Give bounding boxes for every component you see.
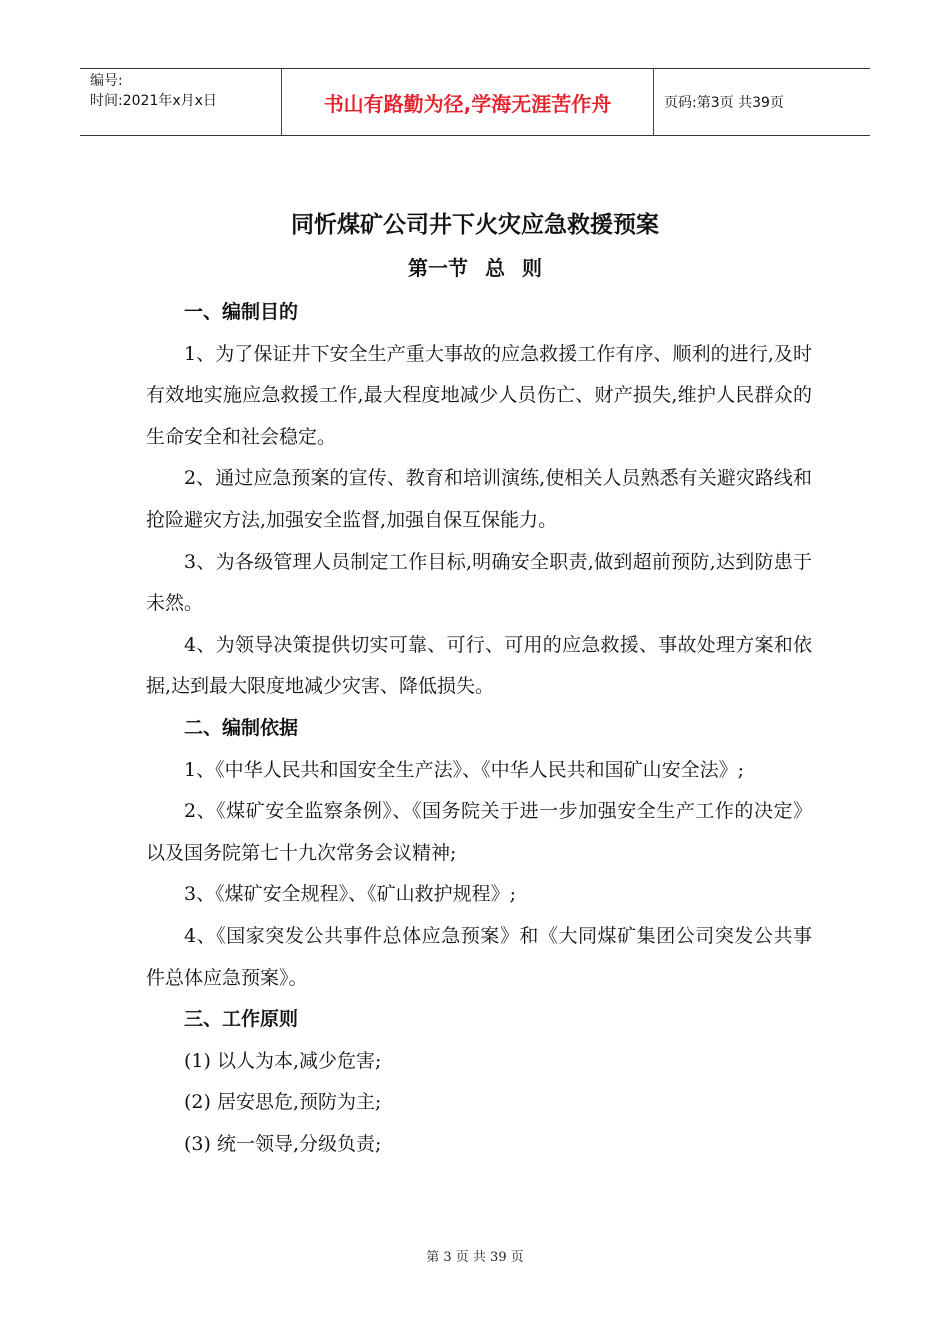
body-paragraph: 1、《中华人民共和国安全生产法》、《中华人民共和国矿山安全法》;	[184, 758, 744, 781]
page-footer: 第 3 页 共 39 页	[426, 1250, 524, 1265]
body-paragraph: 3、《煤矿安全规程》、《矿山救护规程》;	[184, 883, 516, 906]
body-paragraph: 4、为领导决策提供切实可靠、可行、可用的应急救援、事故处理方案和依据,达到最大限度地减少灾害、降低损失。	[146, 633, 812, 698]
header-meta	[80, 69, 282, 135]
document-time-label: 时间:2021年x月x日	[90, 93, 217, 109]
header-motto: 书山有路勤为径,学海无涯苦作舟	[282, 69, 654, 135]
header-page-info: 页码:第3页 共39页	[664, 95, 784, 111]
document-body	[146, 292, 812, 1165]
body-paragraph: 1、为了保证井下安全生产重大事故的应急救援工作有序、顺利的进行,及时有效地实施应急救援工作,最大程度地减少人员伤亡、财产损失,维护人民群众的生命安全和社会稳定。	[146, 342, 812, 448]
body-paragraph: (1) 以人为本,减少危害;	[184, 1049, 382, 1072]
body-paragraph: (3) 统一领导,分级负责;	[184, 1132, 382, 1155]
subsection-heading: 一、编制目的	[184, 301, 299, 323]
document-number-label: 编号:	[90, 73, 123, 89]
body-paragraph: 4、《国家突发公共事件总体应急预案》和《大同煤矿集团公司突发公共事件总体应急预案》。	[146, 924, 812, 989]
section-heading: 第一节 总 则	[408, 256, 542, 280]
body-paragraph: (2) 居安思危,预防为主;	[184, 1091, 382, 1114]
body-paragraph: 3、为各级管理人员制定工作目标,明确安全职责,做到超前预防,达到防患于未然。	[146, 550, 812, 615]
body-paragraph: 2、通过应急预案的宣传、教育和培训演练,使相关人员熟悉有关避灾路线和抢险避灾方法,加强安全监督,加强自保互保能力。	[146, 467, 812, 531]
page-header	[80, 68, 870, 136]
subsection-heading: 三、工作原则	[184, 1008, 299, 1031]
body-paragraph: 2、《煤矿安全监察条例》、《国务院关于进一步加强安全生产工作的决定》以及国务院第七十九次常务会议精神;	[146, 800, 812, 864]
document-title: 同忻煤矿公司井下火灾应急救援预案	[291, 212, 659, 238]
subsection-heading: 二、编制依据	[184, 716, 299, 739]
